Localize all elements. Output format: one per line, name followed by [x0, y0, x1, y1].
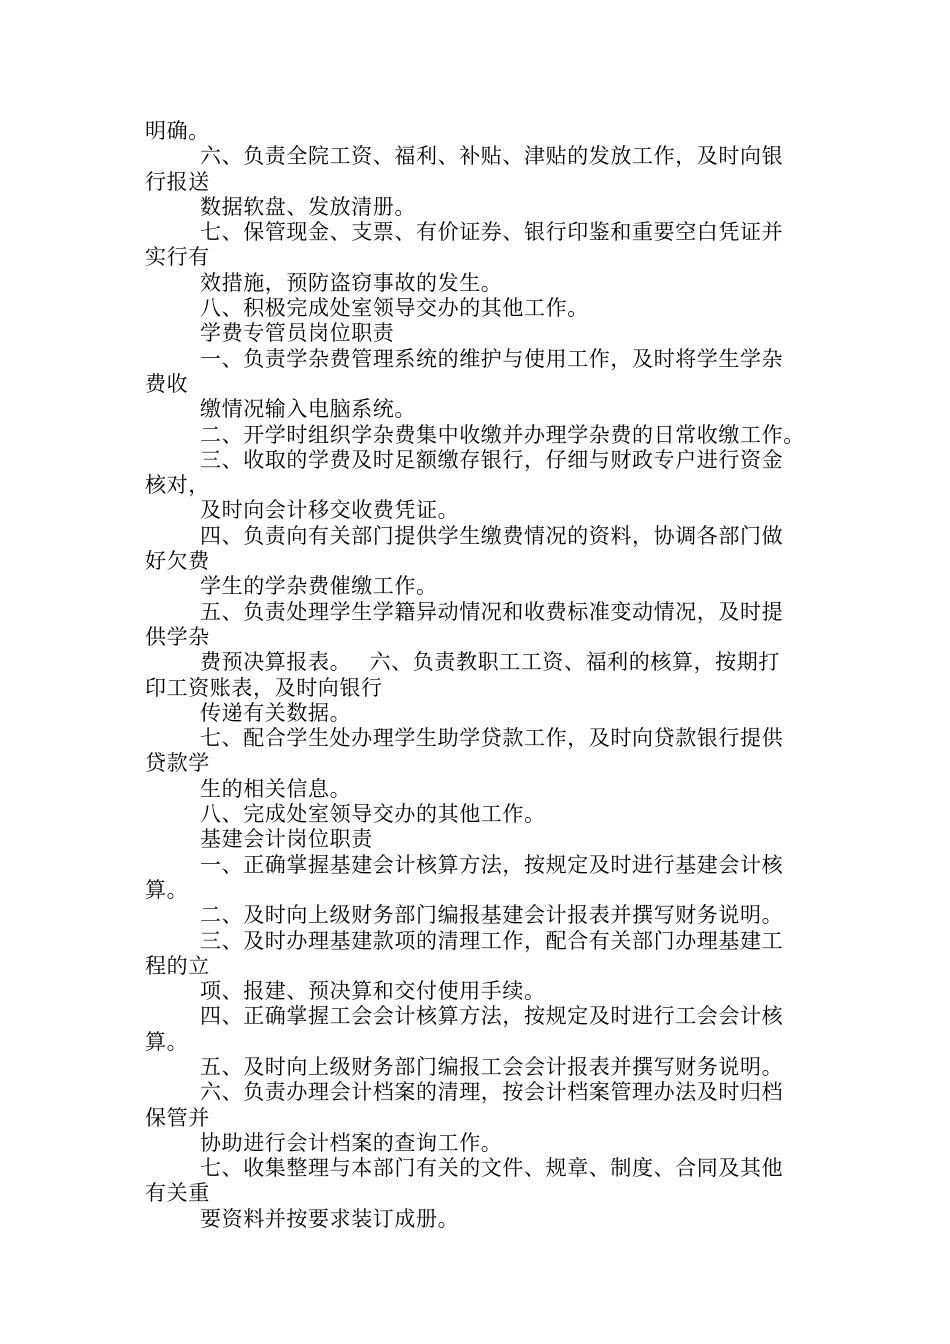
text-line: 传递有关数据。: [200, 700, 352, 725]
text-line: 五、及时向上级财务部门编报工会会计报表并撰写财务说明。: [200, 1054, 784, 1079]
text-line: 二、及时向上级财务部门编报基建会计报表并撰写财务说明。: [200, 903, 784, 928]
text-line: 六、负责全院工资、福利、补贴、津贴的发放工作，及时向银: [200, 144, 784, 169]
text-line: 好欠费: [145, 549, 210, 574]
text-line: 基建会计岗位职责: [200, 827, 373, 852]
text-line: 三、及时办理基建款项的清理工作，配合有关部门办理基建工: [200, 928, 784, 953]
text-line: 七、收集整理与本部门有关的文件、规章、制度、合同及其他: [200, 1156, 784, 1181]
text-line: 行报送: [145, 169, 210, 194]
text-line: 核对，: [145, 473, 210, 498]
text-line: 一、正确掌握基建会计核算方法，按规定及时进行基建会计核: [200, 852, 784, 877]
text-line: 八、积极完成处室领导交办的其他工作。: [200, 296, 589, 321]
text-line: 明确。: [145, 119, 210, 143]
text-line: 及时向会计移交收费凭证。: [200, 498, 460, 523]
text-line: 项、报建、预决算和交付使用手续。: [200, 979, 546, 1004]
text-line: 效措施，预防盗窃事故的发生。: [200, 270, 503, 295]
text-line: 缴情况输入电脑系统。: [200, 397, 416, 422]
text-line: 六、负责办理会计档案的清理，按会计档案管理办法及时归档: [200, 1080, 784, 1105]
text-line: 要资料并按要求装订成册。: [200, 1206, 460, 1231]
text-line: 印工资账表，及时向银行: [145, 675, 383, 700]
text-line: 算。: [145, 1029, 189, 1054]
text-line: 四、负责向有关部门提供学生缴费情况的资料，协调各部门做: [200, 523, 784, 548]
text-line: 供学杂: [145, 624, 210, 649]
text-line: 七、配合学生处办理学生助学贷款工作，及时向贷款银行提供: [200, 726, 784, 751]
text-line: 生的相关信息。: [200, 776, 352, 801]
text-line: 一、负责学杂费管理系统的维护与使用工作，及时将学生学杂: [200, 346, 784, 371]
text-line: 费收: [145, 371, 189, 396]
text-line: 贷款学: [145, 751, 210, 776]
text-line: 数据软盘、发放清册。: [200, 194, 416, 219]
text-line: 七、保管现金、支票、有价证券、银行印鉴和重要空白凭证并: [200, 220, 784, 245]
text-line: 程的立: [145, 953, 210, 978]
text-line: 八、完成处室领导交办的其他工作。: [200, 802, 546, 827]
document-body: [145, 119, 815, 1232]
text-line: 费预决算报表。 六、负责教职工工资、福利的核算，按期打: [200, 650, 780, 675]
text-line: 保管并: [145, 1105, 210, 1130]
text-line: 算。: [145, 877, 189, 902]
text-line: 协助进行会计档案的查询工作。: [200, 1130, 503, 1155]
text-line: 有关重: [145, 1181, 210, 1206]
text-line: 五、负责处理学生学籍异动情况和收费标准变动情况，及时提: [200, 599, 784, 624]
text-line: 四、正确掌握工会会计核算方法，按规定及时进行工会会计核: [200, 1004, 784, 1029]
text-line: 学生的学杂费催缴工作。: [200, 574, 438, 599]
text-line: 二、开学时组织学杂费集中收缴并办理学杂费的日常收缴工作。: [200, 422, 805, 447]
text-line: 实行有: [145, 245, 210, 270]
text-line: 学费专管员岗位职责: [200, 321, 395, 346]
text-line: 三、收取的学费及时足额缴存银行，仔细与财政专户进行资金: [200, 447, 784, 472]
